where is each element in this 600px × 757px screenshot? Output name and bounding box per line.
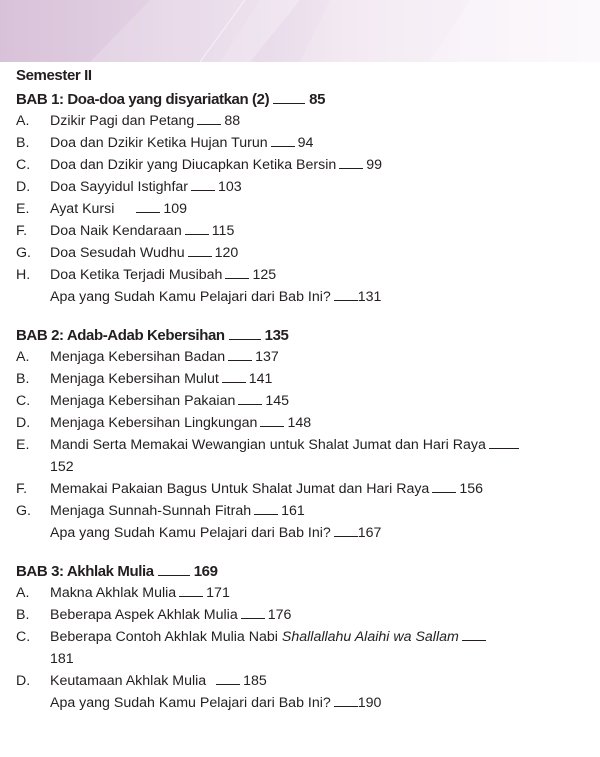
- item-letter: E.: [16, 201, 30, 217]
- item-title: Doa Ketika Terjadi Musibah: [50, 267, 223, 283]
- review-page: 167: [357, 525, 382, 541]
- item-letter: D.: [16, 179, 31, 195]
- chapter-3-page: 169: [193, 563, 218, 580]
- item-letter: C.: [16, 629, 31, 645]
- item-title: Menjaga Sunnah-Sunnah Fitrah: [50, 503, 252, 519]
- list-item[interactable]: [16, 434, 586, 478]
- item-title: Dzikir Pagi dan Petang: [50, 113, 195, 129]
- chapter-3-title: BAB 3: Akhlak Mulia: [16, 563, 154, 580]
- item-page: 137: [255, 349, 279, 365]
- review-title: Apa yang Sudah Kamu Pelajari dari Bab Ini?: [50, 695, 331, 711]
- item-page: 125: [252, 267, 277, 283]
- semester-heading: Semester II: [16, 67, 92, 84]
- chapter-3-heading[interactable]: [16, 562, 218, 580]
- chapter-1-title: BAB 1: Doa-doa yang disyariatkan (2): [16, 91, 270, 108]
- item-page: 103: [218, 179, 242, 195]
- item-letter: E.: [16, 437, 30, 453]
- item-page: 176: [267, 607, 292, 623]
- item-page: 145: [265, 393, 290, 409]
- item-title: Mandi Serta Memakai Wewangian untuk Shalat Jumat dan Hari Raya: [50, 437, 486, 453]
- item-title: Doa Sesudah Wudhu: [50, 245, 185, 261]
- item-page: 171: [206, 585, 230, 601]
- item-page: 141: [248, 371, 273, 387]
- item-page: 185: [243, 673, 267, 689]
- item-letter: G.: [16, 503, 31, 519]
- banner-decoration: [0, 0, 600, 62]
- item-title: Menjaga Kebersihan Lingkungan: [50, 415, 258, 431]
- item-letter: D.: [16, 673, 31, 689]
- item-title-italic: Shallallahu Alaihi wa Sallam: [281, 629, 459, 645]
- item-letter: B.: [16, 371, 30, 387]
- item-letter: B.: [16, 135, 30, 151]
- item-title: Makna Akhlak Mulia: [50, 585, 177, 601]
- item-title: Beberapa Contoh Akhlak Mulia Nabi: [50, 629, 278, 645]
- item-letter: C.: [16, 393, 31, 409]
- item-page: 181: [50, 651, 74, 667]
- item-page: 120: [214, 245, 239, 261]
- item-letter: F.: [16, 481, 28, 497]
- item-title: Doa Sayyidul Istighfar: [50, 179, 189, 195]
- item-title: Beberapa Aspek Akhlak Mulia: [50, 607, 238, 623]
- item-page: 94: [297, 135, 314, 151]
- item-page: 148: [287, 415, 312, 431]
- chapter-1-page: 85: [309, 91, 326, 108]
- chapter-2-page: 135: [264, 327, 289, 344]
- item-page: 115: [211, 223, 235, 239]
- item-page: 99: [366, 157, 383, 173]
- review-page: 190: [357, 695, 382, 711]
- item-title: Memakai Pakaian Bagus Untuk Shalat Jumat dan Hari Raya: [50, 481, 430, 497]
- item-letter: F.: [16, 223, 28, 239]
- item-page: 109: [163, 201, 188, 217]
- item-letter: H.: [16, 267, 31, 283]
- review-title: Apa yang Sudah Kamu Pelajari dari Bab Ini?: [50, 289, 331, 305]
- review-page: 131: [357, 289, 382, 305]
- item-title: Doa Naik Kendaraan: [50, 223, 182, 239]
- chapter-2-heading[interactable]: [16, 326, 289, 344]
- item-title: Menjaga Kebersihan Mulut: [50, 371, 219, 387]
- item-title: Ayat Kursi: [50, 201, 115, 217]
- chapter-2-title: BAB 2: Adab-Adab Kebersihan: [16, 327, 225, 344]
- review-title: Apa yang Sudah Kamu Pelajari dari Bab Ini?: [50, 525, 331, 541]
- item-page: 88: [224, 113, 241, 129]
- item-letter: A.: [16, 113, 30, 129]
- item-letter: D.: [16, 415, 31, 431]
- item-letter: A.: [16, 585, 30, 601]
- chapter-1-heading[interactable]: [16, 90, 325, 108]
- item-letter: B.: [16, 607, 30, 623]
- item-title: Menjaga Kebersihan Pakaian: [50, 393, 236, 409]
- item-title: Keutamaan Akhlak Mulia: [50, 673, 207, 689]
- item-page: 156: [459, 481, 483, 497]
- item-letter: C.: [16, 157, 31, 173]
- item-title: Doa dan Dzikir Ketika Hujan Turun: [50, 135, 268, 151]
- item-title: Doa dan Dzikir yang Diucapkan Ketika Bersin: [50, 157, 337, 173]
- item-page: 152: [50, 459, 74, 475]
- item-letter: G.: [16, 245, 31, 261]
- header-banner: [0, 0, 600, 62]
- item-page: 161: [281, 503, 305, 519]
- list-item[interactable]: [16, 626, 586, 670]
- item-letter: A.: [16, 349, 30, 365]
- item-title: Menjaga Kebersihan Badan: [50, 349, 226, 365]
